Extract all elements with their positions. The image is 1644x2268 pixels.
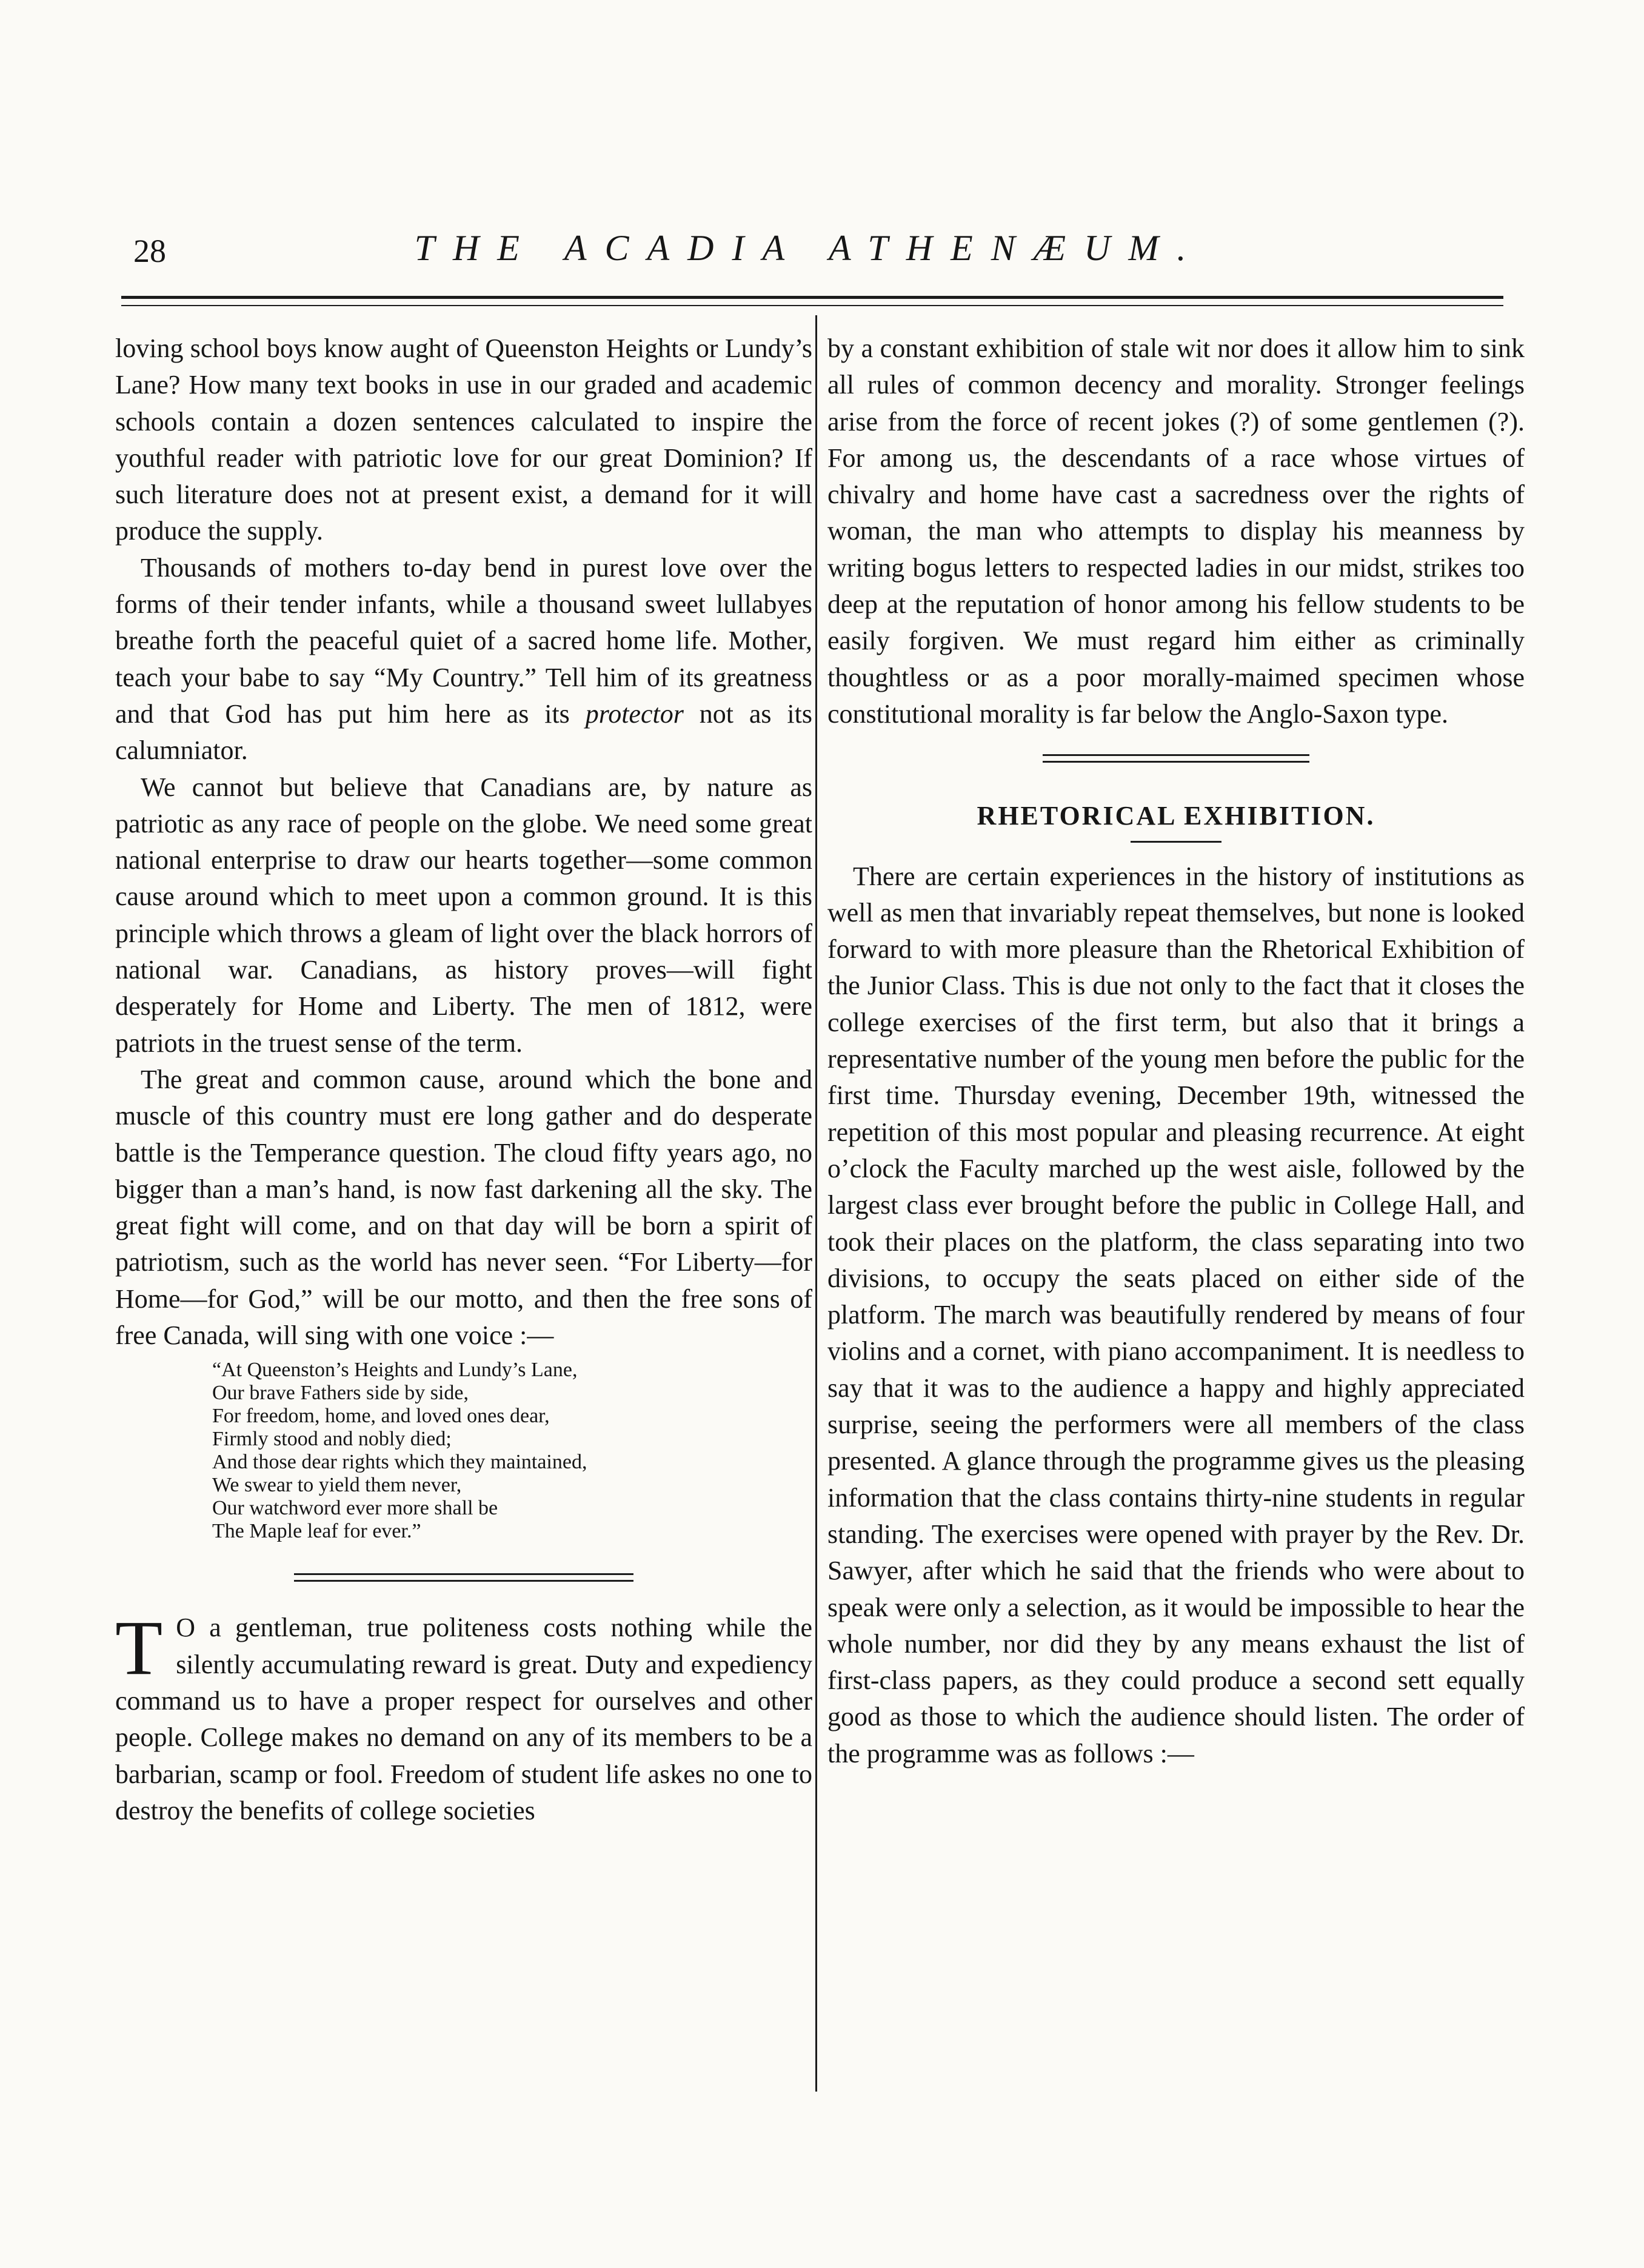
header-rule-thin (121, 305, 1503, 306)
section-divider (1043, 754, 1309, 763)
left-paragraph-2 (115, 550, 812, 769)
right-paragraph-2: There are certain experiences in the history of institutions as well as men that invariably repeat themselves, but none is looked forward to with more pleasure than the Rhetorical Exhibition of the Junior Class. This is due not only to the fact that it closes the college exercises of the first term, but also that it brings a representative number of the young men before the public for the first time. Thursday evening, December 19th, witnessed the repetition of this most popular and pleasing recurrence. At eight o’clock the Faculty marched up the west aisle, followed by the largest class ever brought before the public in College Hall, and took their places on the platform, the class separating into two divisions, to occupy the seats placed on either side of the platform. The march was beautifully rendered by means of four violins and a cornet, with piano accompaniment. It is needless to say that it was to the audience a happy and highly appreciated surprise, seeing the performers were all members of the class presented. A glance through the programme gives us the pleasing information that the class contains thirty-nine students in regular standing. The exercises were opened with prayer by the Rev. Dr. Sawyer, after which he said that the friends who were about to speak were only a selection, as it would be impossible to hear the whole number, nor did they by any means exhaust the list of first-class papers, as they could produce a second sett equally good as those to which the audience should listen. The order of the programme was as follows :— (827, 861, 1525, 1768)
left-paragraph-2-text: Thousands of mothers to-day bend in purest love over the forms of their tender infants, while a thousand sweet lullabyes breathe forth the peaceful quiet of a sacred home life. Mother, teach your babe to say “My Country.” Tell him of its greatness and that God has put him here as its (115, 552, 812, 729)
poem-line: “At Queenston’s Heights and Lundy’s Lane, (212, 1359, 578, 1382)
running-title: THE ACADIA ATHENÆUM. (414, 228, 1205, 268)
poem-line: And those dear rights which they maintained, (212, 1451, 587, 1474)
poem-verse (212, 1359, 812, 1543)
drop-cap: T (115, 1605, 163, 1691)
section-heading: RHETORICAL EXHIBITION. (977, 801, 1375, 831)
left-paragraph-4: The great and common cause, around which the bone and muscle of this country must ere long gather and do desperate battle is the Temperance question. The cloud fifty years ago, no bigger than a man’s hand, is now fast darkening all the sky. The great fight will come, and on that day will be born a spirit of patriotism, such as the world has never seen. “For Liberty—for Home—for God,” will be our motto, and then the free sons of free Canada, will sing with one voice :— (115, 1064, 812, 1351)
poem-line: Our brave Fathers side by side, (212, 1382, 469, 1405)
poem-line: Our watchword ever more shall be (212, 1497, 498, 1520)
right-paragraph-1: by a constant exhibition of stale wit nor does it allow him to sink all rules of common decency and morality. Stronger feelings arise from the force of recent jokes (?) of some gentlemen (?). For among us, the descendants of a race whose virtues of chivalry and home have cast a sacredness over the rights of woman, the man who attempts to display his meanness by writing bogus letters to respected ladies in our midst, strikes too deep at the reputation of honor among his fellow students to be easily forgiven. We must regard him either as criminally thoughtless or as a poor morally-maimed specimen whose constitutional morality is far below the Anglo-Saxon type. (827, 333, 1525, 729)
right-column (827, 330, 1525, 1772)
left-paragraph-5 (115, 1605, 812, 1829)
page-header (115, 227, 1503, 282)
left-paragraph-3: We cannot but believe that Canadians are, by nature as patriotic as any race of people on the globe. We need some great national enterprise to draw our hearts together—some common cause around which to meet upon a common ground. It is this principle which throws a gleam of light over the black horrors of national war. Canadians, as history proves—will fight desperately for Home and Liberty. The men of 1812, were patriots in the truest sense of the term. (115, 772, 812, 1058)
page-number: 28 (133, 233, 166, 269)
section-divider (294, 1573, 633, 1582)
left-paragraph-1: loving school boys know aught of Queenston Heights or Lundy’s Lane? How many text books in use in our graded and academic schools contain a dozen sentences calculated to inspire the youthful reader with patriotic love for our great Dominion? If such literature does not at present exist, a demand for it will produce the supply. (115, 333, 812, 546)
heading-rule (1131, 841, 1221, 843)
italic-word-protector: protector (585, 698, 684, 729)
left-paragraph-5-text: O a gentleman, true politeness costs nothing while the silently accumulating reward is great. Duty and expediency command us to have a proper respect for ourselves and other people. College makes no demand on any of its members to be a barbarian, scamp or fool. Freedom of student life askes no one to destroy the benefits of college societies (115, 1613, 812, 1825)
poem-line: For freedom, home, and loved ones dear, (212, 1405, 550, 1428)
left-paragraph-2-end: not as its calumniator. (115, 698, 812, 766)
column-divider (815, 315, 817, 2092)
poem-line: We swear to yield them never, (212, 1474, 462, 1497)
poem-line: Firmly stood and nobly died; (212, 1428, 452, 1451)
poem-line: The Maple leaf for ever.” (212, 1520, 421, 1543)
header-rule-thick (121, 296, 1503, 299)
left-column (115, 330, 812, 1829)
